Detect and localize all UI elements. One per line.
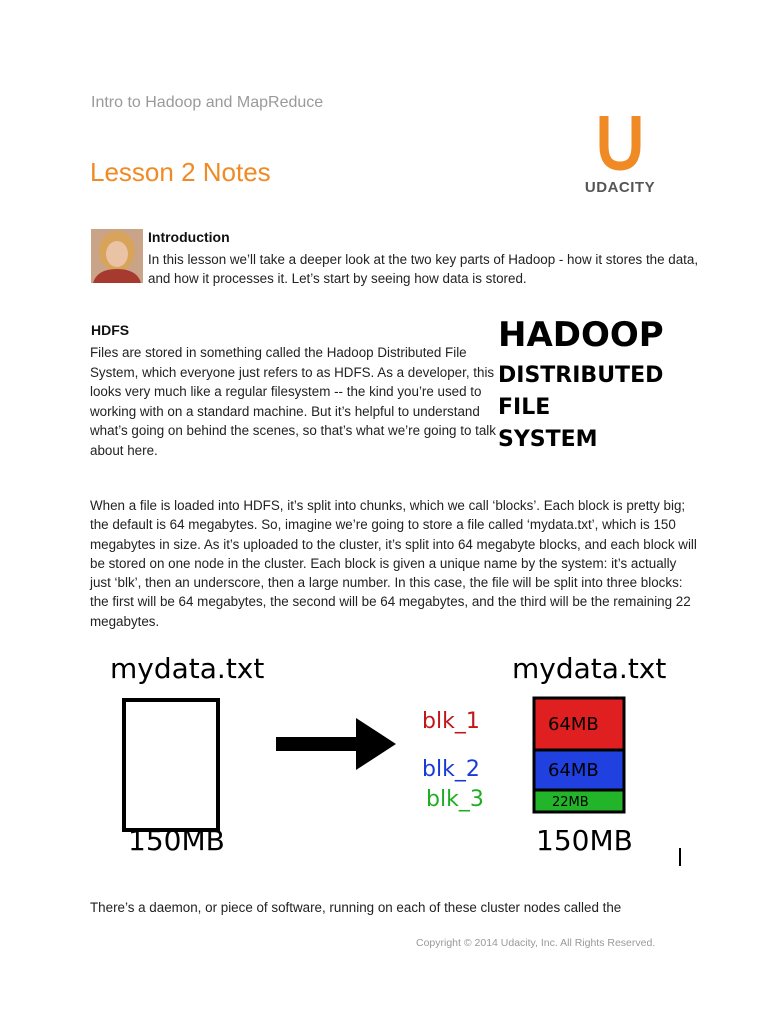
hdfs-handwritten-title [496, 310, 686, 455]
block-1-size: 64MB [548, 714, 599, 735]
udacity-u-icon [590, 112, 650, 172]
block-3-label: blk_3 [426, 787, 484, 812]
right-file-label: mydata.txt [512, 652, 667, 685]
logo-wordmark: UDACITY [584, 179, 656, 196]
instructor-avatar [91, 229, 143, 283]
hand-line-1: HADOOP [498, 315, 664, 355]
left-file-box [124, 700, 218, 830]
course-title: Intro to Hadoop and MapReduce [91, 94, 324, 111]
lesson-title: Lesson 2 Notes [90, 157, 271, 187]
hdfs-heading: HDFS [91, 322, 130, 338]
block-split-diagram [100, 638, 690, 868]
right-size-label: 150MB [536, 824, 633, 857]
left-size-label: 150MB [128, 824, 225, 857]
block-3-size: 22MB [552, 795, 589, 810]
blocks-paragraph: When a file is loaded into HDFS, it’s split into chunks, which we call ‘blocks’. Each block is pretty big; the default is 64 megabytes. So, imagine we’re going to store a file called ‘mydata.txt’, which is 150 megabytes in size. As it’s uploaded to the cluster, it’s split into 64 megabyte blocks, and each block will be stored on one node in the cluster. Each block is given a unique name by the system: it’s actually just ‘blk’, then an underscore, then a large number. In this case, the file will be split into three blocks: the first will be 64 megabytes, the second will be 64 megabytes, and the third will be the remaining 22 megabytes. [90, 498, 697, 629]
copyright: Copyright © 2014 Udacity, Inc. All Rights Reserved. [416, 937, 656, 949]
block-2-label: blk_2 [422, 757, 480, 782]
block-1-label: blk_1 [422, 709, 480, 734]
hand-line-2: DISTRIBUTED [498, 363, 664, 388]
left-file-label: mydata.txt [110, 652, 265, 685]
hdfs-body: Files are stored in something called the Hadoop Distributed File System, which everyone just refers to as HDFS. As a developer, this looks very much like a regular filesystem -- the kind you’re used to working with on a standard machine. But it’s helpful to understand what’s going on behind the scenes, so that’s what we’re going to talk about here. [90, 345, 496, 458]
udacity-logo [580, 112, 660, 196]
arrow-icon [276, 718, 396, 770]
hand-line-4: SYSTEM [498, 427, 598, 452]
hand-line-3: FILE [498, 395, 551, 420]
intro-body: In this lesson we’ll take a deeper look at the two key parts of Hadoop - how it stores the data, and how it processes it. Let’s start by seeing how data is stored. [148, 252, 699, 286]
bottom-paragraph: There’s a daemon, or piece of software, running on each of these cluster nodes called the [90, 900, 622, 915]
intro-heading: Introduction [148, 229, 230, 245]
block-2-size: 64MB [548, 760, 599, 781]
